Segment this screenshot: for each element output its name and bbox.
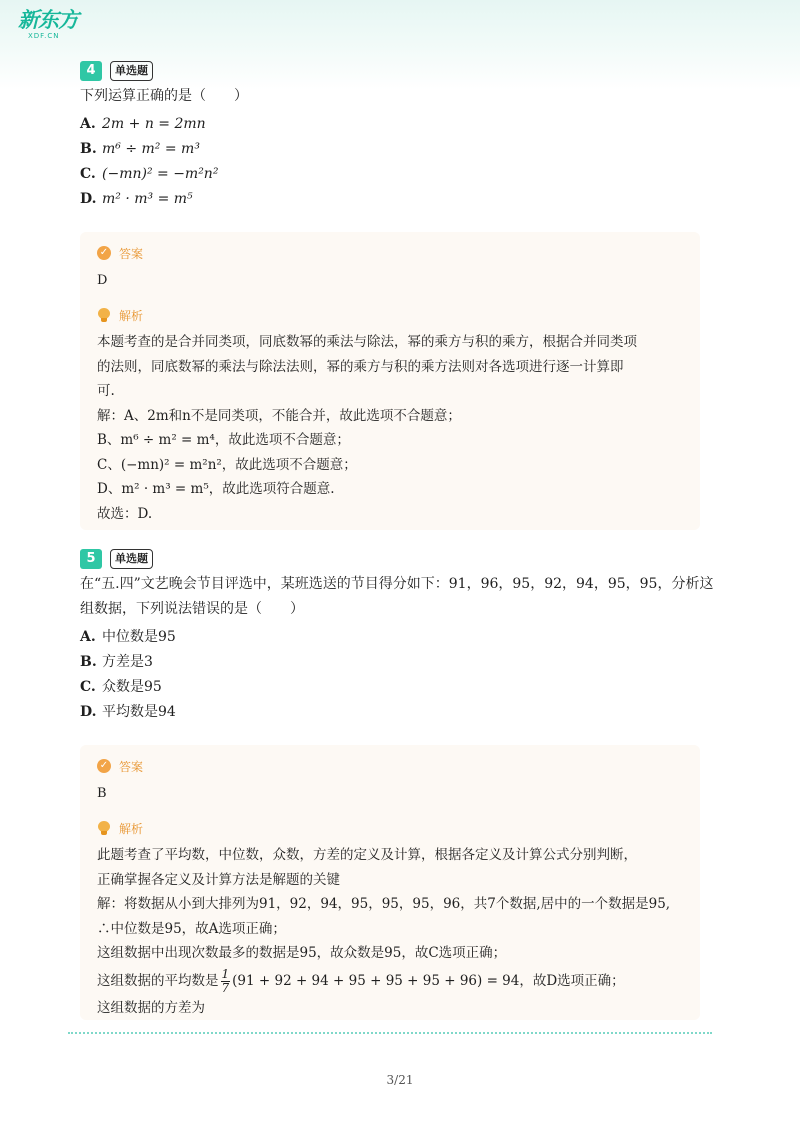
- question-stem-line: 在“五.四”文艺晚会节目评选中，某班选送的节目得分如下：91，96，95，92，94，95，95，分析这: [80, 576, 714, 592]
- question-type-tag: 单选题: [110, 549, 153, 569]
- question-stem-line: 组数据，下列说法错误的是（ ）: [80, 601, 304, 617]
- answer-box-4: [80, 232, 700, 530]
- option-c: C. (−mn)² = −m²n²: [80, 166, 219, 182]
- option-b: B. 方差是3: [80, 654, 153, 670]
- analysis-line: 解：A、2m和n不是同类项，不能合并，故此选项不合题意；: [97, 407, 461, 424]
- option-a: A. 2m + n = 2mn: [80, 116, 206, 132]
- analysis-line: C、(−mn)² = m²n²，故此选项不合题意；: [97, 456, 357, 473]
- answer-value: D: [97, 273, 108, 288]
- answer-box-5: [80, 745, 700, 1020]
- option-c: C. 众数是95: [80, 679, 162, 695]
- answer-tag: ✓ 答案: [97, 756, 683, 776]
- analysis-text: [97, 330, 683, 526]
- option-b: B. m⁶ ÷ m² = m³: [80, 141, 200, 157]
- analysis-line: 解：将数据从小到大排列为91，92，94，95，95，95，96，共7个数据,居中的一个数据是95,: [97, 896, 671, 912]
- xdf-logo: [18, 8, 88, 40]
- analysis-line: 可.: [97, 383, 115, 399]
- analysis-text: [97, 843, 683, 1020]
- analysis-line: 的法则，同底数幂的乘法与除法法则，幂的乘方与积的乘方法则对各选项进行逐一计算即: [97, 358, 624, 375]
- analysis-line: ∴中位数是95，故A选项正确；: [97, 920, 286, 937]
- question-4: [80, 60, 710, 212]
- option-d: D. m² · m³ = m⁵: [80, 191, 193, 207]
- analysis-line: 这组数据的方差为: [97, 999, 205, 1016]
- analysis-tag: 解析: [97, 305, 683, 325]
- page-number: 3/21: [386, 1073, 414, 1087]
- answer-tag: ✓ 答案: [97, 243, 683, 263]
- analysis-line: D、m² · m³ = m⁵，故此选项符合题意.: [97, 481, 335, 497]
- logo-subtext: XDF.CN: [28, 32, 60, 40]
- question-type-tag: 单选题: [110, 61, 153, 81]
- question-number-badge: 4: [80, 61, 102, 81]
- analysis-line: 本题考查的是合并同类项，同底数幂的乘法与除法，幂的乘方与积的乘方，根据合并同类项: [97, 334, 637, 350]
- analysis-line-mean: 这组数据的平均数是 $\frac{1}{7}$ (91 + 92 + 94 + 95 + 95 + 95 + 96) = 94，故D选项正确；: [97, 966, 625, 995]
- option-d: D. 平均数是94: [80, 704, 176, 720]
- question-stem: 下列运算正确的是（ ）: [80, 88, 248, 104]
- check-badge-icon: ✓: [97, 246, 111, 260]
- fraction: $\frac{1}{7}$: [221, 966, 230, 995]
- lightbulb-icon: [98, 821, 110, 836]
- analysis-line: B、m⁶ ÷ m² = m⁴，故此选项不合题意；: [97, 432, 350, 448]
- logo-text: 新东方: [18, 8, 78, 32]
- answer-value: B: [97, 786, 107, 801]
- analysis-line: 此题考查了平均数，中位数，众数，方差的定义及计算，根据各定义及计算公式分别判断，: [97, 847, 637, 863]
- analysis-line: 正确掌握各定义及计算方法是解题的关键: [97, 871, 340, 888]
- question-number-badge: 5: [80, 549, 102, 569]
- analysis-tag: 解析: [97, 818, 683, 838]
- analysis-line: 故选：D.: [97, 505, 153, 522]
- question-5: [80, 548, 714, 725]
- option-a: A. 中位数是95: [80, 629, 176, 645]
- analysis-line: 这组数据中出现次数最多的数据是95，故众数是95，故C选项正确；: [97, 945, 507, 961]
- check-badge-icon: ✓: [97, 759, 111, 773]
- lightbulb-icon: [98, 308, 110, 323]
- page-divider: [68, 1032, 712, 1034]
